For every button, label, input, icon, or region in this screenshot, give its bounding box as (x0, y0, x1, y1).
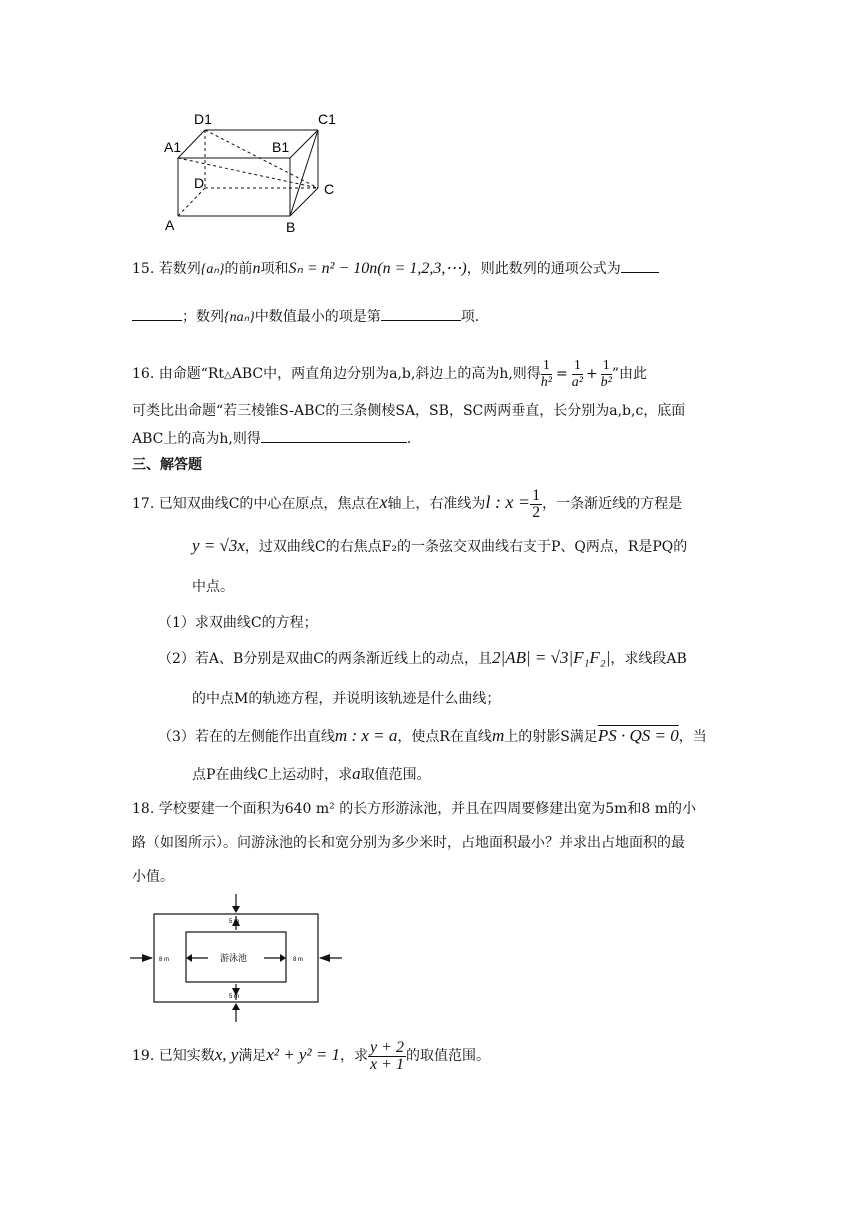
q17-text: 上的射影S满足 (504, 729, 598, 745)
label-C: C (324, 181, 335, 197)
q16-text: ”由此 (611, 366, 648, 382)
q17-part2-cont: 的中点M的轨迹方程，并说明该轨迹是什么曲线； (192, 691, 501, 707)
q17-line1 (132, 484, 682, 522)
q15-number: 15. (132, 261, 155, 277)
directrix-formula: l : x = (485, 492, 531, 512)
frac-den: a² (571, 374, 583, 390)
frac-num: 1 (572, 358, 583, 375)
q18-line1 (132, 798, 696, 818)
q15-text: 的前 (224, 261, 253, 277)
q17-text: 取值范围。 (360, 767, 431, 783)
q15-text: ；数列 (182, 309, 224, 325)
q17-text: 已知双曲线C的中心在原点，焦点在 (158, 496, 380, 512)
label-D1: D1 (194, 111, 212, 127)
q17-text: 点P在曲线C上运动时，求 (192, 767, 353, 783)
q19-text: ，求 (340, 1048, 369, 1064)
triangle-symbol: △ (224, 370, 232, 381)
pool-right-width: 8 m (293, 957, 304, 963)
pool-label: 游泳池 (220, 953, 248, 963)
vector-formula: PS · QS = 0 (597, 726, 679, 745)
cuboid-figure (150, 108, 350, 238)
q19-number: 19. (132, 1048, 155, 1064)
frac-1-a2 (572, 358, 583, 391)
q17-text: ，当 (678, 729, 707, 745)
q15-seq: {aₙ} (200, 262, 225, 277)
frac-den: x + 1 (370, 1055, 404, 1073)
plus: + (585, 366, 598, 382)
q16-number: 16. (132, 366, 155, 382)
q19-text: 的取值范围。 (405, 1048, 490, 1064)
frac-1-b2 (601, 358, 612, 391)
q16-text: . (406, 431, 412, 447)
q15-formula: Sₙ = n² − 10n(n = 1,2,3,⋯) (288, 260, 467, 277)
q16-text: 由命题“Rt (158, 366, 225, 382)
q15-blank-2 (381, 308, 461, 321)
q17-line2 (192, 536, 687, 556)
q19-text: 已知实数 (158, 1048, 215, 1064)
q17-text: （3）若在的左侧能作出直线 (158, 729, 335, 745)
frac-den: h² (540, 374, 552, 390)
q17-text: 轴上，右准线为 (387, 496, 486, 512)
line-m-formula: m : x = a (334, 726, 398, 745)
q17-text: ，过双曲线C的右焦点F₂的一条弦交双曲线右支于P、Q两点，R是PQ的 (244, 539, 688, 555)
label-D: D (194, 175, 205, 191)
pool-left-width: 8 m (159, 957, 170, 963)
q15-line2 (132, 306, 479, 326)
q15-text: ，则此数列的通项公式为 (466, 261, 621, 277)
q17-part3 (158, 726, 707, 746)
q16-line2: 可类比出命题“若三棱锥S-ABC的三条侧棱SA，SB，SC两两垂直，长分别为a,b,c，底面 (132, 403, 686, 419)
section-heading: 三、解答题 (132, 457, 202, 473)
q16-text: ABC中，两直角边分别为a,b,斜边上的高为h,则得 (231, 366, 541, 382)
label-A: A (165, 217, 175, 233)
q15-blank-1a (621, 260, 659, 273)
frac-1-2 (530, 488, 542, 521)
q15-seq2: {naₙ} (224, 310, 255, 325)
var-x: x (379, 492, 388, 512)
q15-text: 若数列 (158, 261, 201, 277)
q15-text: 项. (460, 309, 480, 325)
q17-text: ，使点R在直线 (397, 729, 492, 745)
q17-line3: 中点。 (192, 579, 234, 595)
pool-bottom-width: 5 m (229, 994, 240, 1000)
q17-part2 (158, 648, 687, 668)
frac-num: 1 (532, 486, 541, 504)
q17-part3-cont (192, 764, 431, 784)
q15-blank-1b (132, 308, 182, 321)
var-m: m (491, 726, 505, 745)
equals: = (556, 366, 568, 382)
q16-line1 (132, 356, 647, 394)
q15-n: n (252, 260, 261, 277)
label-B1: B1 (272, 139, 290, 155)
q16-line3 (132, 428, 411, 448)
asymptote-formula: y = √3x (192, 536, 245, 555)
pool-top-width: 5 m (229, 919, 240, 925)
q16-text: ABC上的高为h,则得 (132, 431, 261, 447)
frac-num: 1 (601, 358, 612, 375)
vars-xy: x, y (214, 1045, 239, 1064)
q16-blank (261, 430, 407, 443)
pool-figure (126, 890, 346, 1026)
var-a: a (352, 764, 361, 783)
q15-text: 中数值最小的项是第 (254, 309, 381, 325)
q17-text: （2）若A、B分别是双曲C的两条渐近线上的动点，且 (158, 651, 493, 667)
label-B: B (286, 219, 296, 235)
q19-text: 满足 (238, 1048, 267, 1064)
label-A1: A1 (164, 139, 182, 155)
frac-den: b² (600, 374, 612, 390)
ratio-fraction (368, 1040, 406, 1073)
q18-line2: 路（如图所示）。问游泳池的长和宽分别为多少米时，占地面积最小？并求出占地面积的最 (132, 835, 685, 851)
ab-formula: 2|AB| = √3|F₁F₂| (492, 648, 611, 667)
q18-text: 学校要建一个面积为640 m² 的长方形游泳池，并且在四周要修建出宽为5m和8 m的小 (158, 801, 697, 817)
q17-number: 17. (132, 496, 155, 512)
q18-line3: 小值。 (132, 869, 174, 885)
frac-den: 2 (532, 503, 541, 521)
frac-num: 1 (541, 358, 552, 375)
q19-line (132, 1036, 490, 1075)
frac-1-h2 (541, 358, 552, 391)
q15-line1 (132, 258, 659, 278)
q17-text: ，一条渐近线的方程是 (542, 496, 683, 512)
frac-num: y + 2 (370, 1038, 404, 1056)
q17-text: ，求线段AB (610, 651, 687, 667)
q18-number: 18. (132, 801, 155, 817)
q17-part1: （1）求双曲线C的方程； (158, 615, 318, 631)
q15-text: 项和 (260, 261, 289, 277)
circle-equation: x² + y² = 1 (266, 1045, 341, 1064)
label-C1: C1 (318, 111, 336, 127)
